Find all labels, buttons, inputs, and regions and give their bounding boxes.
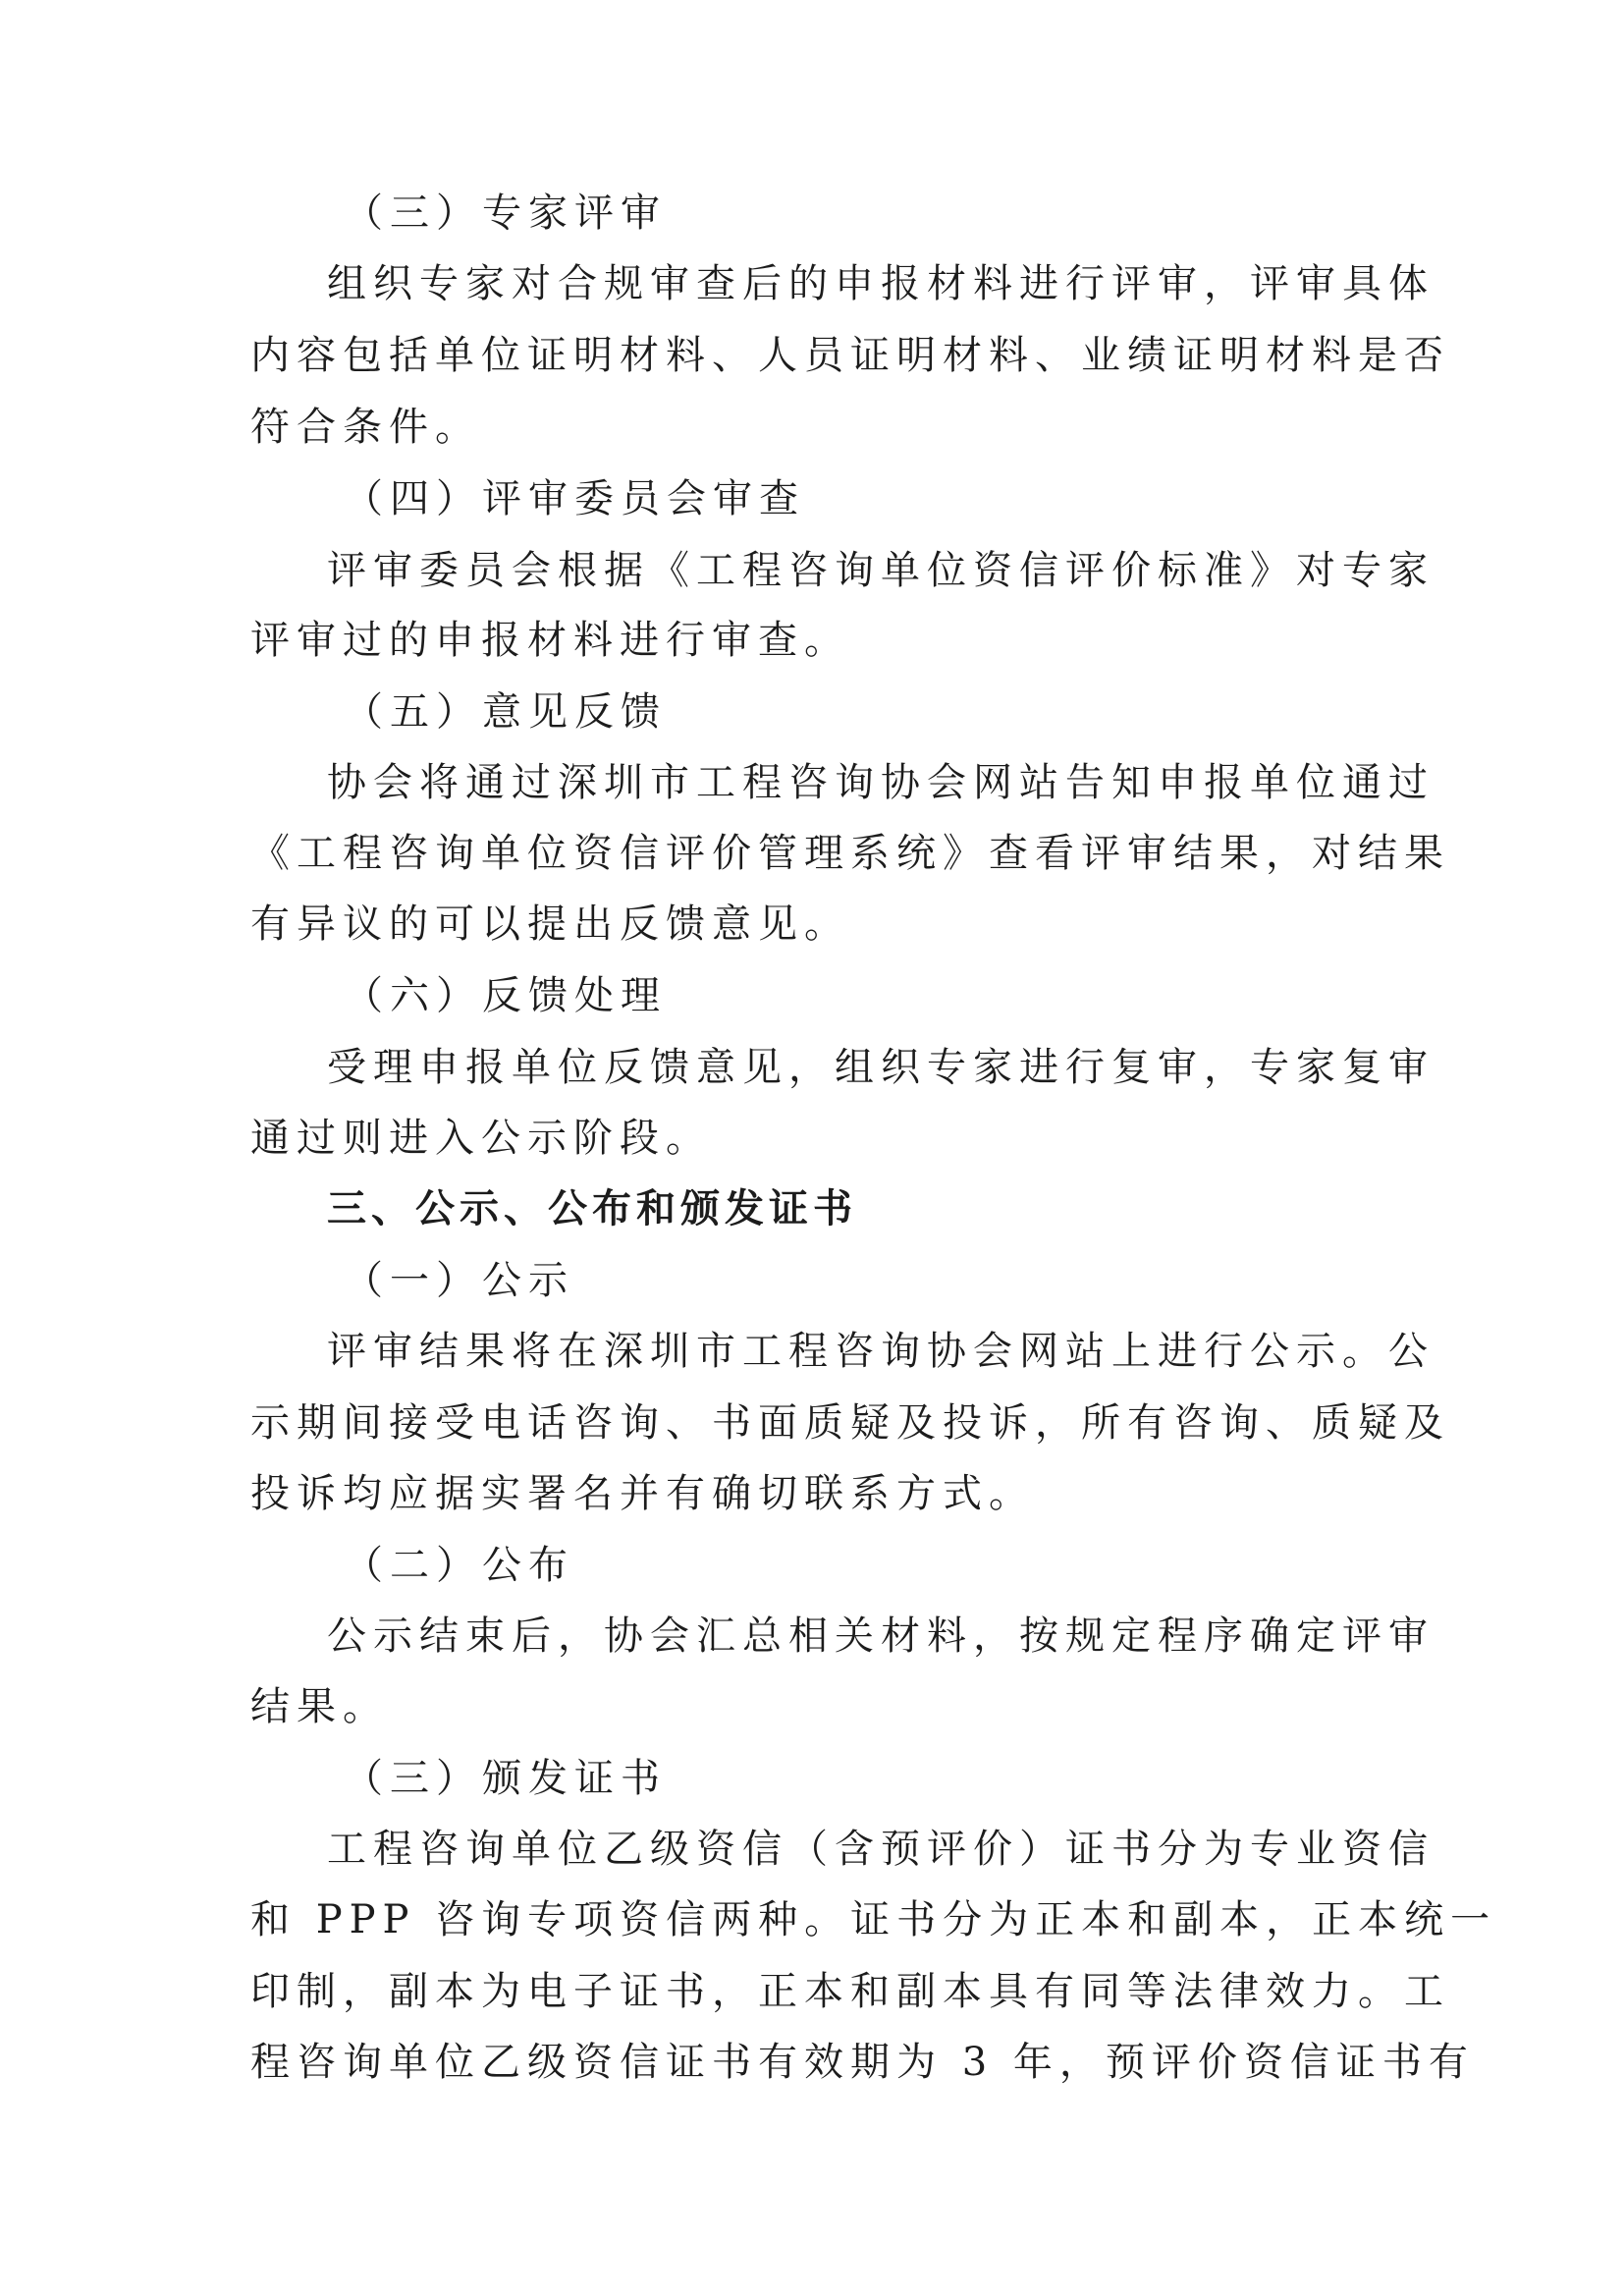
paragraph-line: 投诉均应据实署名并有确切联系方式。: [250, 1471, 1035, 1516]
paragraph-line: 程咨询单位乙级资信证书有效期为 3 年，预评价资信证书有: [250, 2040, 1475, 2085]
paragraph-line: 评审委员会根据《工程咨询单位资信评价标准》对专家: [327, 548, 1435, 593]
section-heading-publicity: 三、公示、公布和颁发证书: [327, 1185, 857, 1231]
paragraph-line: 印制，副本为电子证书，正本和副本具有同等法律效力。工: [250, 1969, 1450, 2014]
paragraph-line: 符合条件。: [250, 405, 481, 450]
sub-heading-expert-review: （三）专家评审: [344, 191, 667, 236]
sub-heading-publicity: （一）公示: [344, 1258, 574, 1303]
sub-heading-certificate: （三）颁发证书: [344, 1756, 667, 1801]
paragraph-line: 组织专家对合规审查后的申报材料进行评审，评审具体: [327, 261, 1435, 306]
paragraph-line: 有异议的可以提出反馈意见。: [250, 902, 850, 947]
paragraph-line: 结果。: [250, 1684, 389, 1729]
paragraph-line: 通过则进入公示阶段。: [250, 1116, 712, 1161]
paragraph-line: 评审过的申报材料进行审查。: [250, 618, 850, 663]
sub-heading-announcement: （二）公布: [344, 1543, 574, 1588]
paragraph-line: 示期间接受电话咨询、书面质疑及投诉，所有咨询、质疑及: [250, 1400, 1450, 1446]
paragraph-line: 和 PPP 咨询专项资信两种。证书分为正本和副本，正本统一: [250, 1897, 1497, 1942]
sub-heading-feedback: （五）意见反馈: [344, 689, 667, 735]
paragraph-line: 《工程咨询单位资信评价管理系统》查看评审结果，对结果: [250, 831, 1450, 876]
sub-heading-feedback-handling: （六）反馈处理: [344, 973, 667, 1018]
paragraph-line: 内容包括单位证明材料、人员证明材料、业绩证明材料是否: [250, 333, 1450, 378]
paragraph-line: 评审结果将在深圳市工程咨询协会网站上进行公示。公: [327, 1329, 1435, 1374]
paragraph-line: 受理申报单位反馈意见，组织专家进行复审，专家复审: [327, 1045, 1435, 1090]
paragraph-line: 公示结束后，协会汇总相关材料，按规定程序确定评审: [327, 1613, 1435, 1659]
sub-heading-committee-review: （四）评审委员会审查: [344, 476, 805, 521]
paragraph-line: 工程咨询单位乙级资信（含预评价）证书分为专业资信: [327, 1827, 1435, 1872]
paragraph-line: 协会将通过深圳市工程咨询协会网站告知申报单位通过: [327, 760, 1435, 805]
